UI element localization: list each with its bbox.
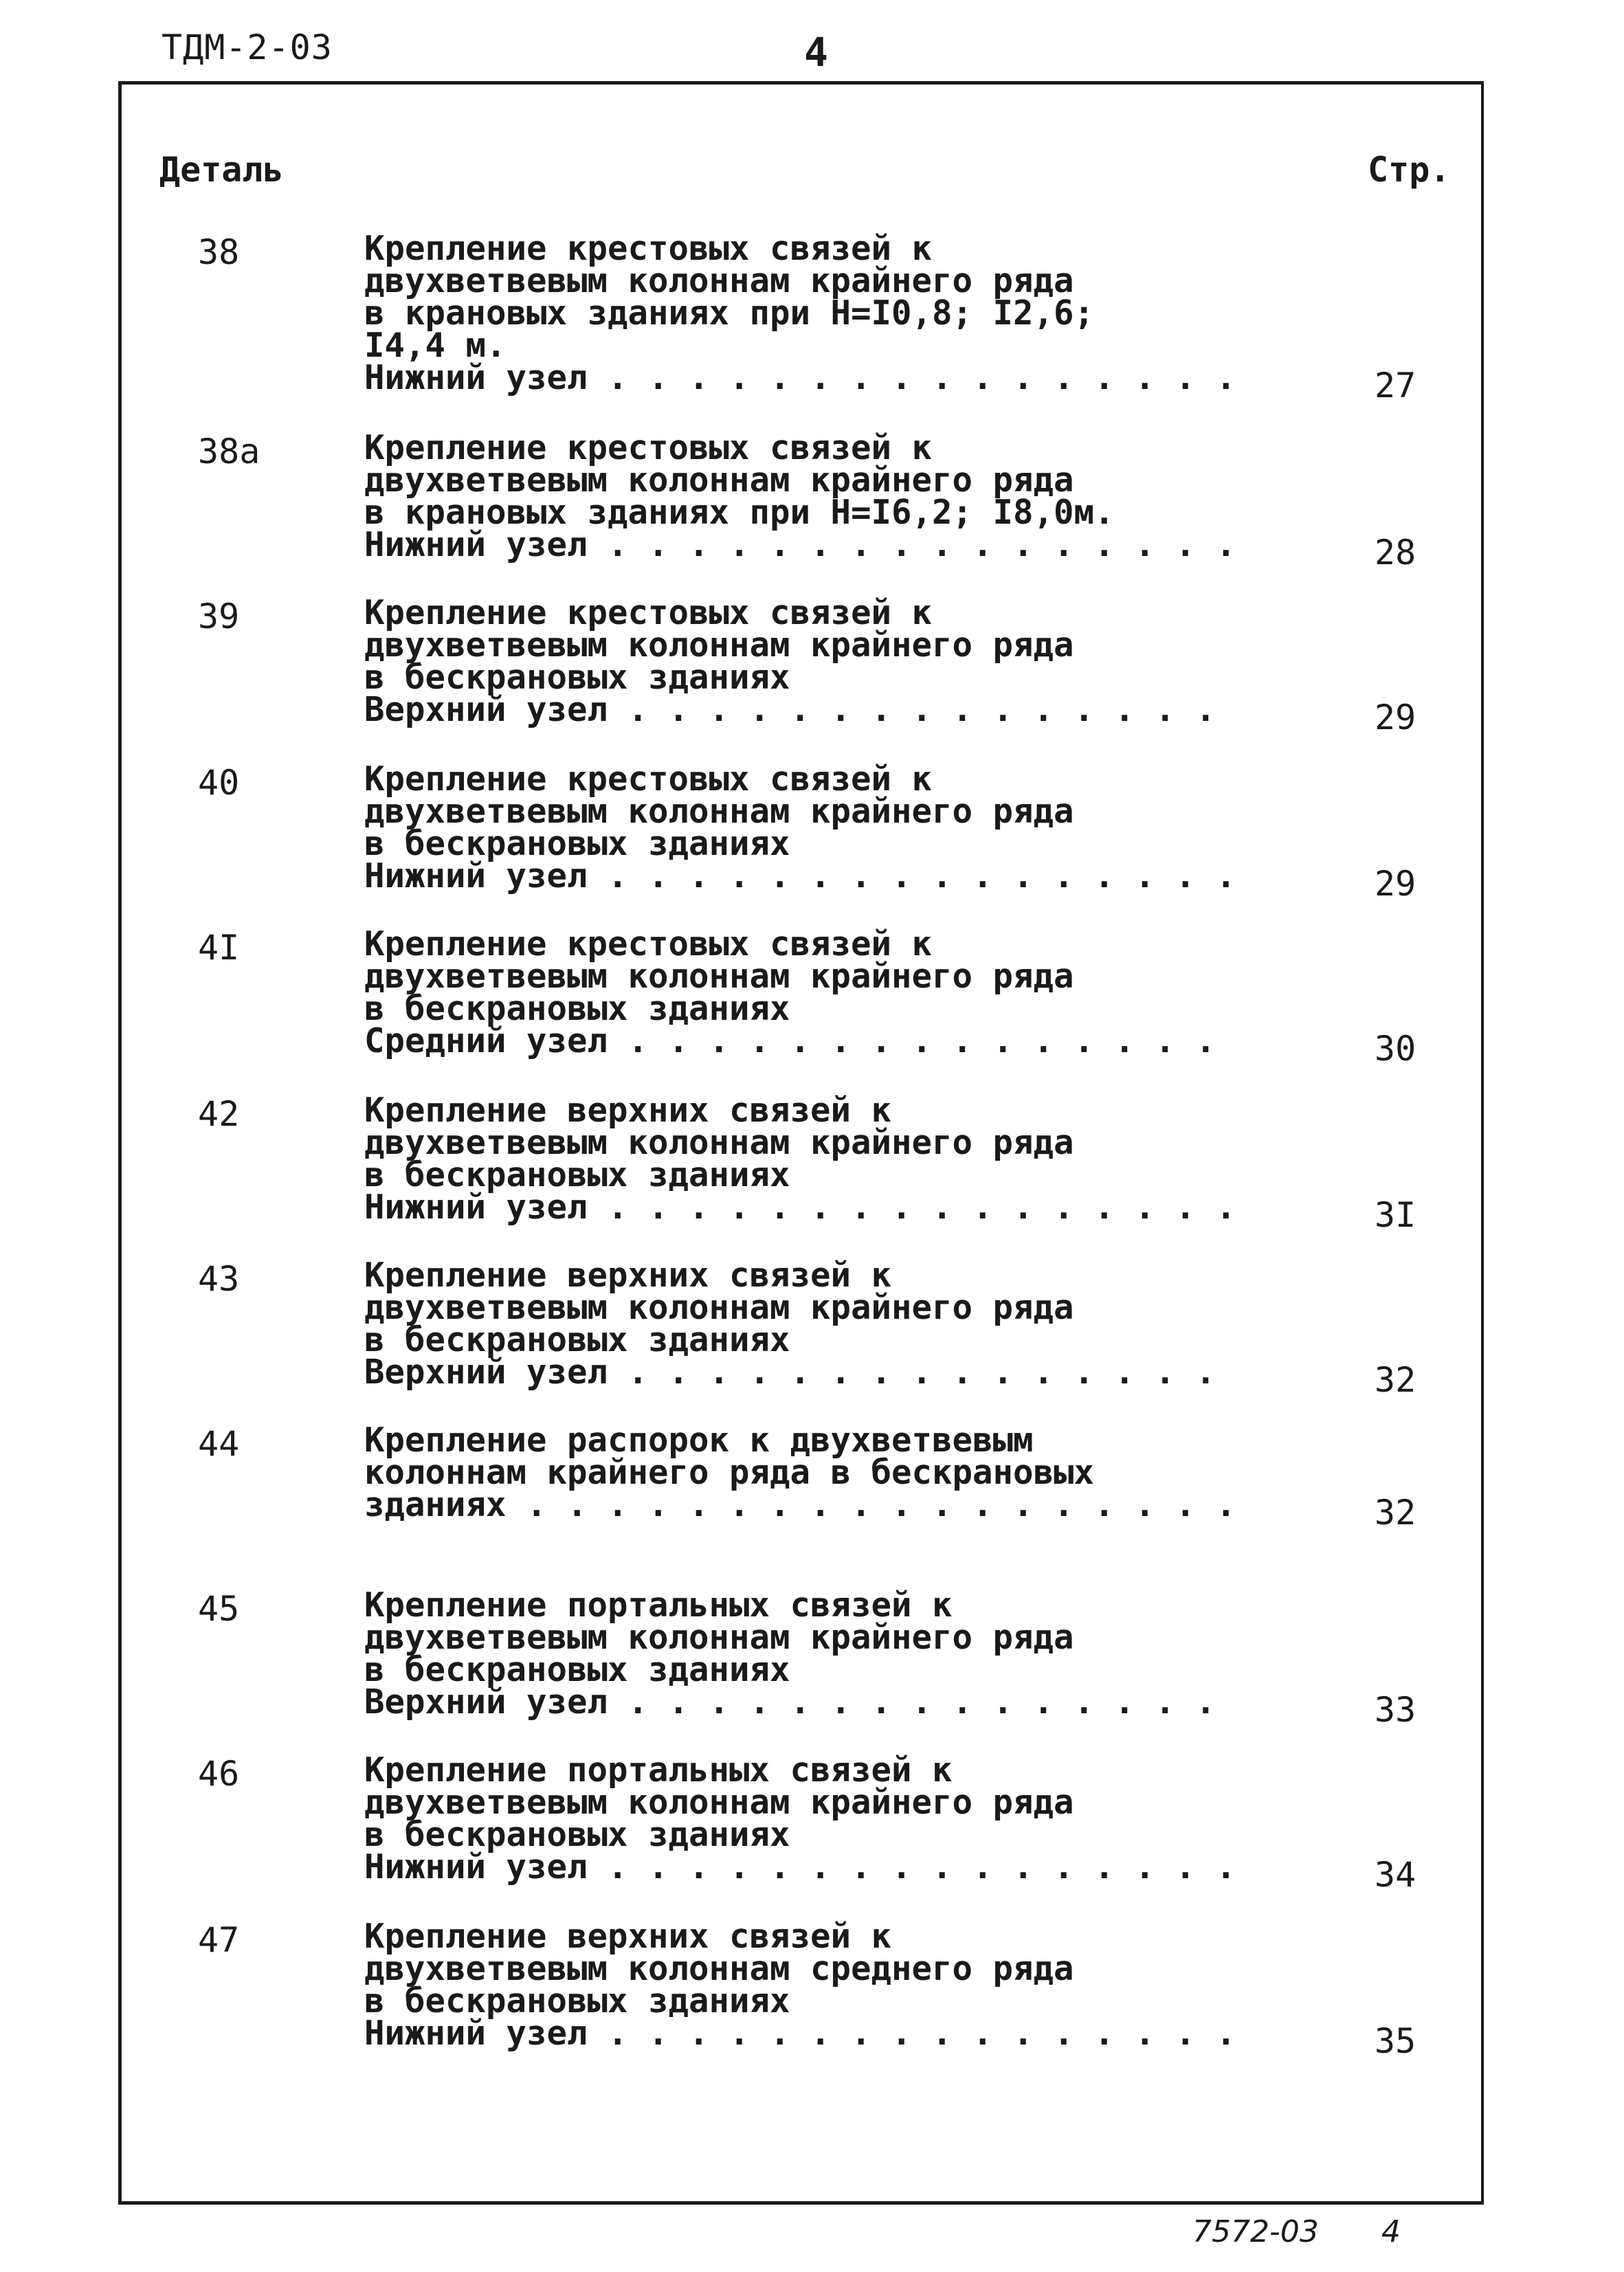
entry-node: Нижний узел [364,1847,588,1886]
entry-title: Крепление крестовых связей к двухветвевым колоннам крайнего ряда в бескрановых зданиях [364,924,1074,1028]
entry-node: Верхний узел [364,690,608,729]
entry-node: Нижний узел [364,1188,588,1227]
entry-leader-line [364,1485,1236,1524]
entry-number: 45 [198,1589,240,1629]
leader-dots: . . . . . . . . . . . . . . . . [587,1188,1236,1227]
leader-dots: . . . . . . . . . . . . . . . . [587,2014,1236,2053]
entry-title: Крепление крестовых связей к двухветвевым колоннам крайнего ряда в крановых зданиях при Н=I0,8; I2,6; I4,4 м. [364,229,1095,365]
entry-number: 47 [198,1920,240,1960]
entry-title: Крепление крестовых связей к двухветвевым колоннам крайнего ряда в бескрановых зданиях [364,593,1074,697]
entry-node: Нижний узел [364,358,588,397]
entry-page-number: 27 [1375,366,1416,405]
entry-node: Верхний узел [364,1352,608,1392]
leader-dots: . . . . . . . . . . . . . . . [608,1021,1216,1060]
entry-page-number: 29 [1375,864,1416,904]
entry-number: 43 [198,1259,240,1299]
entry-title: Крепление распорок к двухветвевым колоннам крайнего ряда в бескрановых [364,1421,1095,1492]
stamp-sheet: 4 [1381,2214,1401,2249]
entry-number: 39 [198,597,240,636]
entry-leader-line [364,856,1236,895]
leader-dots: . . . . . . . . . . . . . . . [608,1682,1216,1722]
doc-code: ТДМ-2-03 [162,27,333,67]
column-header-detail: Деталь [159,150,284,190]
entry-page-number: 32 [1375,1360,1416,1400]
entry-title: Крепление крестовых связей к двухветвевым колоннам крайнего ряда в бескрановых зданиях [364,759,1074,863]
entry-leader-line [364,1682,1216,1722]
entry-node: Верхний узел [364,1682,608,1722]
entry-leader-line [364,358,1236,397]
entry-leader-line [364,1188,1236,1227]
leader-dots: . . . . . . . . . . . . . . . [608,1352,1216,1392]
entry-leader-line [364,525,1236,564]
entry-number: 42 [198,1094,240,1134]
leader-dots: . . . . . . . . . . . . . . . . [587,358,1236,397]
entry-leader-line [364,1021,1216,1060]
entry-page-number: 29 [1375,698,1416,737]
entry-page-number: 35 [1375,2021,1416,2061]
leader-dots: . . . . . . . . . . . . . . . [608,690,1216,729]
entry-page-number: 3I [1375,1195,1416,1235]
entry-leader-line [364,690,1216,729]
entry-title: Крепление верхних связей к двухветвевым колоннам среднего ряда в бескрановых зданиях [364,1917,1074,2020]
entry-node: Нижний узел [364,525,588,564]
leader-dots: . . . . . . . . . . . . . . . . . . [506,1485,1236,1524]
entry-page-number: 30 [1375,1029,1416,1069]
entry-number: 44 [198,1424,240,1464]
entry-node: Средний узел [364,1021,608,1060]
leader-dots: . . . . . . . . . . . . . . . . [587,856,1236,895]
entry-number: 38а [198,432,260,471]
entry-node: Нижний узел [364,856,588,895]
entry-title: Крепление крестовых связей к двухветвевым колоннам крайнего ряда в крановых зданиях при Н=I6,2; I8,0м. [364,428,1115,532]
stamp-code: 7572-03 [1192,2214,1319,2249]
entry-title: Крепление портальных связей к двухветвевым колоннам крайнего ряда в бескрановых зданиях [364,1585,1074,1689]
entry-leader-line [364,1352,1216,1392]
entry-page-number: 33 [1375,1690,1416,1730]
entry-node: Нижний узел [364,2014,588,2053]
leader-dots: . . . . . . . . . . . . . . . . [587,1847,1236,1886]
entry-title: Крепление верхних связей к двухветвевым колоннам крайнего ряда в бескрановых зданиях [364,1091,1074,1194]
entry-number: 46 [198,1754,240,1794]
entry-number: 4I [198,928,240,968]
entry-title: Крепление верхних связей к двухветвевым колоннам крайнего ряда в бескрановых зданиях [364,1256,1074,1359]
entry-leader-line [364,2014,1236,2053]
page-number: 4 [804,29,828,76]
leader-dots: . . . . . . . . . . . . . . . . [587,525,1236,564]
entry-page-number: 34 [1375,1855,1416,1895]
entry-number: 40 [198,763,240,803]
entry-node: зданиях [364,1485,507,1524]
entry-leader-line [364,1847,1236,1886]
entry-page-number: 32 [1375,1493,1416,1533]
entry-number: 38 [198,232,240,272]
entry-title: Крепление портальных связей к двухветвевым колоннам крайнего ряда в бескрановых зданиях [364,1750,1074,1854]
entry-page-number: 28 [1375,533,1416,572]
column-header-page: Стр. [1368,150,1451,190]
